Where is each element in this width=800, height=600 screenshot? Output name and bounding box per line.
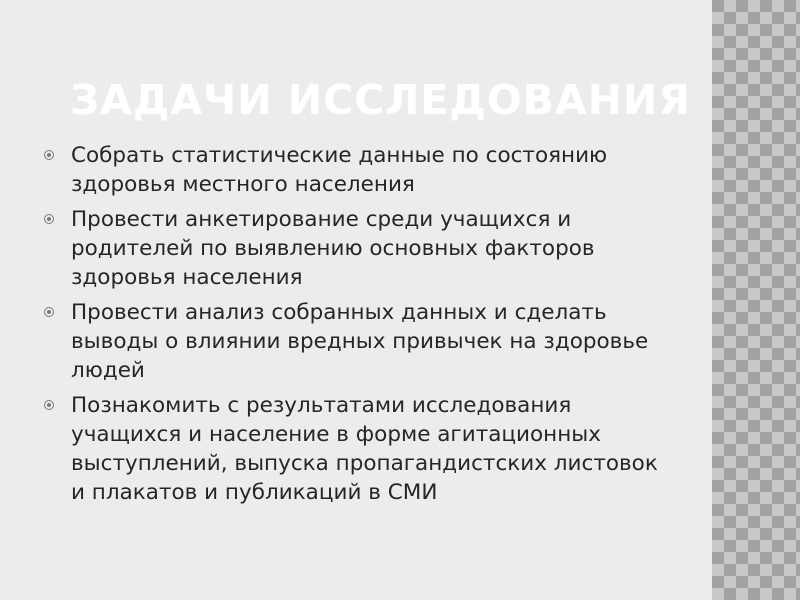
circle-dot-bullet-icon: [44, 400, 54, 410]
bullet-text: Провести анализ собранных данных и сделать выводы о влиянии вредных привычек на здоровье людей: [71, 300, 649, 383]
list-item: [44, 205, 674, 292]
circle-dot-bullet-icon: [44, 214, 54, 224]
list-item: [44, 141, 674, 199]
bullet-list: [44, 141, 674, 513]
list-item: [44, 391, 674, 507]
slide-title: ЗАДАЧИ ИССЛЕДОВАНИЯ: [70, 76, 691, 124]
bullet-text: Познакомить с результатами исследования учащихся и население в форме агитационных выступлений, выпуска пропагандистских листовок и плакатов и публикаций в СМИ: [71, 393, 658, 505]
decorative-side-pattern: [712, 0, 800, 600]
bullet-text: Собрать статистические данные по состоянию здоровья местного населения: [71, 143, 608, 197]
bullet-text: Провести анкетирование среди учащихся и родителей по выявлению основных факторов здоровья населения: [71, 207, 595, 290]
circle-dot-bullet-icon: [44, 307, 54, 317]
circle-dot-bullet-icon: [44, 150, 54, 160]
list-item: [44, 298, 674, 385]
